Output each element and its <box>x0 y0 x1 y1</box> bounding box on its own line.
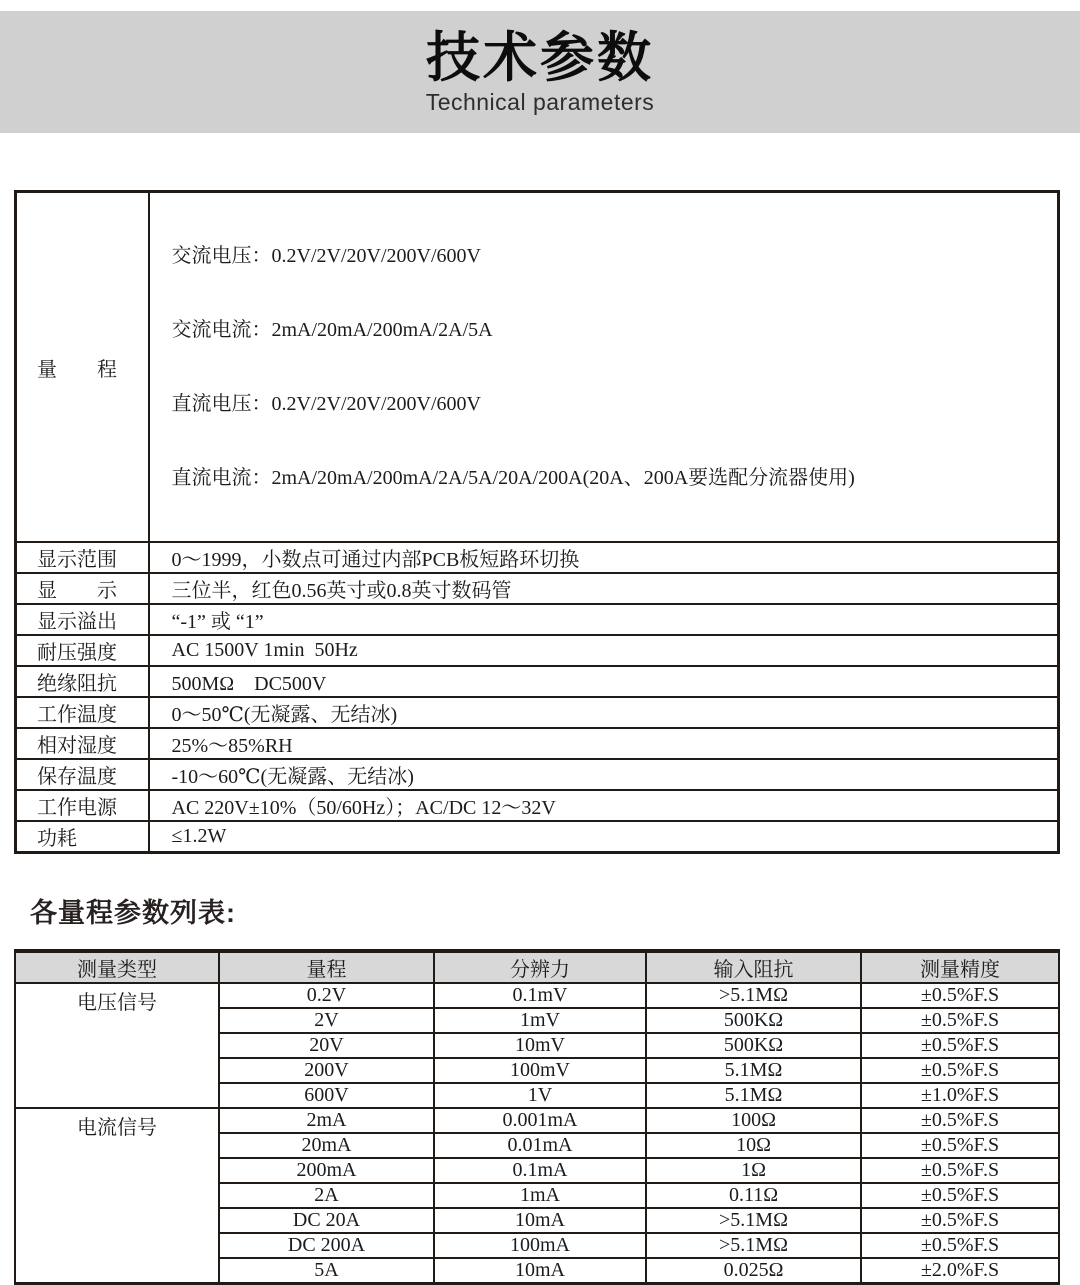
table-row <box>16 759 1059 790</box>
table-row <box>15 1108 1059 1133</box>
spec-label: 保存温度 <box>16 759 149 790</box>
column-header: 量程 <box>219 951 434 983</box>
spec-value-line: 交流电压：0.2V/2V/20V/200V/600V <box>171 245 481 267</box>
table-cell: 10mA <box>434 1258 646 1284</box>
spec-value: 0～1999，小数点可通过内部PCB板短路环切换 <box>149 542 1059 573</box>
spec-value: 三位半，红色0.56英寸或0.8英寸数码管 <box>149 573 1059 604</box>
table-row <box>16 666 1059 697</box>
table-cell: 10mV <box>434 1033 646 1058</box>
table-cell: 2V <box>219 1008 434 1033</box>
table-cell: 0.1mV <box>434 983 646 1008</box>
table-cell: >5.1MΩ <box>646 1233 861 1258</box>
spec-value: 0～50℃(无凝露、无结冰) <box>149 697 1059 728</box>
header-band <box>0 11 1080 133</box>
spec-value: 25%～85%RH <box>149 728 1059 759</box>
table-row <box>16 573 1059 604</box>
signal-type-cell: 电压信号 <box>15 983 219 1108</box>
table-row <box>16 542 1059 573</box>
table-cell: ±0.5%F.S <box>861 1033 1059 1058</box>
table-cell: >5.1MΩ <box>646 1208 861 1233</box>
table-cell: 20mA <box>219 1133 434 1158</box>
spec-label: 耐压强度 <box>16 635 149 666</box>
spec-value <box>149 192 1059 543</box>
table-row <box>16 697 1059 728</box>
table-cell: 100mV <box>434 1058 646 1083</box>
spec-value: AC 1500V 1min 50Hz <box>149 635 1059 666</box>
table-cell: 1mA <box>434 1183 646 1208</box>
table-cell: 0.01mA <box>434 1133 646 1158</box>
table-cell: DC 20A <box>219 1208 434 1233</box>
spec-value: AC 220V±10%（50/60Hz）；AC/DC 12～32V <box>149 790 1059 821</box>
table-cell: ±0.5%F.S <box>861 983 1059 1008</box>
table-row <box>16 192 1059 543</box>
table-cell: ±0.5%F.S <box>861 1183 1059 1208</box>
spec-label: 显 示 <box>16 573 149 604</box>
spec-label: 绝缘阻抗 <box>16 666 149 697</box>
spec-label: 相对湿度 <box>16 728 149 759</box>
table-cell: 2mA <box>219 1108 434 1133</box>
table-cell: 0.2V <box>219 983 434 1008</box>
spec-value: ≤1.2W <box>149 821 1059 853</box>
table-cell: 5A <box>219 1258 434 1284</box>
table-cell: ±0.5%F.S <box>861 1133 1059 1158</box>
table-header-row <box>15 951 1059 983</box>
page-title: 技术参数 <box>426 28 654 88</box>
table-cell: 0.001mA <box>434 1108 646 1133</box>
signal-type-cell: 电流信号 <box>15 1108 219 1284</box>
spec-table-container <box>14 190 1064 854</box>
table-cell: DC 200A <box>219 1233 434 1258</box>
spec-value-line: 直流电压：0.2V/2V/20V/200V/600V <box>171 393 481 415</box>
table-cell: 20V <box>219 1033 434 1058</box>
table-cell: 1V <box>434 1083 646 1108</box>
table-cell: 10mA <box>434 1208 646 1233</box>
table-cell: ±1.0%F.S <box>861 1083 1059 1108</box>
table-row <box>16 728 1059 759</box>
column-header: 输入阻抗 <box>646 951 861 983</box>
spec-label: 工作温度 <box>16 697 149 728</box>
range-table <box>14 949 1060 1285</box>
table-cell: 200V <box>219 1058 434 1083</box>
table-cell: 100Ω <box>646 1108 861 1133</box>
table-cell: ±0.5%F.S <box>861 1233 1059 1258</box>
page-subtitle: Technical parameters <box>425 89 655 115</box>
table-cell: 1Ω <box>646 1158 861 1183</box>
table-row <box>15 983 1059 1008</box>
spec-label: 功耗 <box>16 821 149 853</box>
column-header: 测量类型 <box>15 951 219 983</box>
table-cell: 0.11Ω <box>646 1183 861 1208</box>
table-cell: 10Ω <box>646 1133 861 1158</box>
spec-value-line: 交流电流：2mA/20mA/200mA/2A/5A <box>171 319 493 341</box>
table-cell: 0.1mA <box>434 1158 646 1183</box>
table-cell: 600V <box>219 1083 434 1108</box>
spec-label: 显示溢出 <box>16 604 149 635</box>
spec-label: 显示范围 <box>16 542 149 573</box>
table-cell: ±2.0%F.S <box>861 1258 1059 1284</box>
spec-label: 量 程 <box>16 192 149 543</box>
range-table-container <box>14 949 1064 1285</box>
table-cell: ±0.5%F.S <box>861 1208 1059 1233</box>
table-cell: 5.1MΩ <box>646 1058 861 1083</box>
table-cell: ±0.5%F.S <box>861 1158 1059 1183</box>
spec-table <box>14 190 1060 854</box>
spec-value: 500MΩ DC500V <box>149 666 1059 697</box>
table-cell: 0.025Ω <box>646 1258 861 1284</box>
spec-value-line: 直流电流：2mA/20mA/200mA/2A/5A/20A/200A(20A、200A要选配分流器使用) <box>171 467 855 489</box>
table-cell: 100mA <box>434 1233 646 1258</box>
table-row <box>16 790 1059 821</box>
table-cell: 2A <box>219 1183 434 1208</box>
table-cell: ±0.5%F.S <box>861 1108 1059 1133</box>
table-cell: 5.1MΩ <box>646 1083 861 1108</box>
section-title: 各量程参数列表: <box>30 898 236 928</box>
column-header: 分辨力 <box>434 951 646 983</box>
table-cell: 500KΩ <box>646 1033 861 1058</box>
table-row <box>16 604 1059 635</box>
table-row <box>16 635 1059 666</box>
table-cell: 200mA <box>219 1158 434 1183</box>
spec-value: “-1” 或 “1” <box>149 604 1059 635</box>
spec-value: -10～60℃(无凝露、无结冰) <box>149 759 1059 790</box>
table-cell: ±0.5%F.S <box>861 1058 1059 1083</box>
table-cell: 500KΩ <box>646 1008 861 1033</box>
spec-label: 工作电源 <box>16 790 149 821</box>
table-cell: ±0.5%F.S <box>861 1008 1059 1033</box>
table-cell: 1mV <box>434 1008 646 1033</box>
column-header: 测量精度 <box>861 951 1059 983</box>
table-row <box>16 821 1059 853</box>
table-cell: >5.1MΩ <box>646 983 861 1008</box>
